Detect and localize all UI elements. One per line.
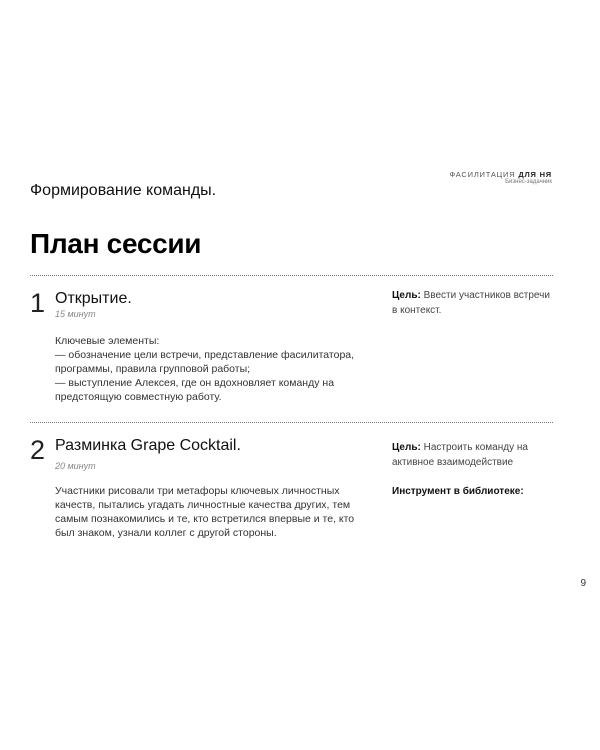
brand-name-regular: ФАСИЛИТАЦИЯ [449, 170, 516, 179]
section-goal [392, 288, 557, 318]
section-title: Открытие. [55, 290, 132, 307]
page-subtitle: Формирование команды. [30, 182, 217, 199]
brand-subtitle: Бизнес-задачник [505, 179, 552, 185]
section-title: Разминка Grape Cocktail. [55, 437, 241, 454]
tool-label: Инструмент в библиотеке: [392, 486, 524, 497]
section-divider [30, 275, 553, 276]
section-body: Участники рисовали три метафоры ключевых личностных качеств, пытались угадать личностные качества других, тем самым познакомились и те, кто встретился впервые и те, кто был знаком, узнали коллег с другой стороны. [55, 485, 355, 539]
goal-label: Цель: [392, 290, 421, 301]
page-title: План сессии [30, 228, 202, 259]
section-number: 1 [30, 288, 46, 318]
goal-text: Настроить команду на активное взаимодействие [392, 442, 528, 468]
section-goal [392, 440, 557, 470]
brand-name [449, 170, 552, 179]
section-duration: 20 минут [55, 461, 96, 471]
section-body: Ключевые элементы: — обозначение цели встречи, представление фасилитатора, программы, правила групповой работы; — выступление Алексея, где он вдохновляет команду на предстоящую совместную работу. [55, 335, 355, 403]
section-divider [30, 422, 553, 423]
goal-label: Цель: [392, 442, 421, 453]
section-number: 2 [30, 435, 46, 465]
brand-name-bold: ДЛЯ НЯ [518, 170, 552, 179]
section-duration: 15 минут [55, 309, 96, 319]
brand-block [449, 170, 552, 186]
goal-text: Ввести участников встречи в контекст. [392, 290, 550, 316]
page-number: 9 [580, 578, 586, 589]
